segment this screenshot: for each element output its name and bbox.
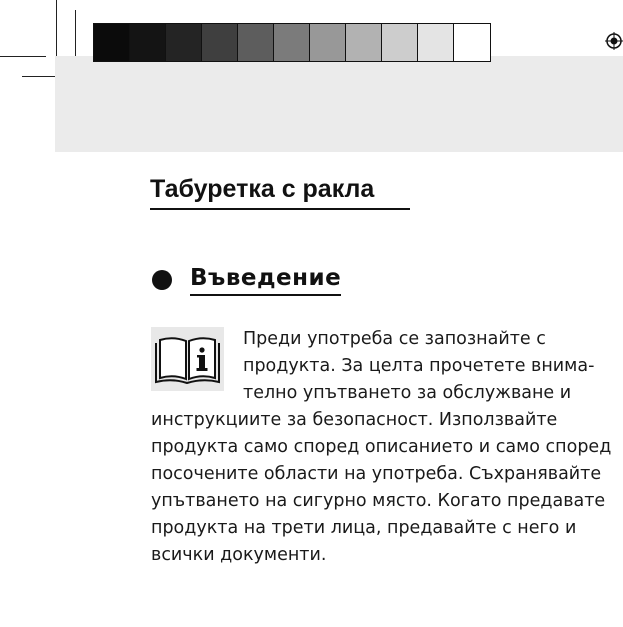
intro-line: продукта. За целта прочетете внима- (243, 356, 595, 376)
color-swatch (346, 24, 382, 61)
color-swatch (310, 24, 346, 61)
page-title: Табуретка с ракла (150, 172, 410, 210)
intro-line: телно упътването за обслужване и (243, 383, 572, 403)
body-line: продукта на трети лица, предавайте с него и (151, 518, 577, 538)
crop-mark-vertical-right (75, 10, 76, 56)
registration-mark-icon (605, 32, 623, 50)
color-swatch (94, 24, 130, 61)
body-paragraph (151, 407, 613, 569)
body-line: всички документи. (151, 545, 327, 565)
color-swatch (130, 24, 166, 61)
color-swatch (454, 24, 490, 61)
bullet-icon (152, 270, 172, 290)
color-swatch (418, 24, 454, 61)
color-swatch (382, 24, 418, 61)
intro-paragraph (243, 326, 613, 407)
color-swatch (238, 24, 274, 61)
body-line: продукта само според описанието и само според (151, 437, 612, 457)
crop-mark-horizontal-bottom (22, 76, 56, 77)
color-swatch (274, 24, 310, 61)
crop-mark-vertical-left (56, 0, 57, 56)
section-title: Въведение (190, 263, 341, 296)
info-book-icon (151, 327, 224, 391)
body-line: упътването на сигурно място. Когато предавате (151, 491, 606, 511)
header-band (55, 56, 623, 152)
color-swatch (202, 24, 238, 61)
color-calibration-bar (93, 23, 491, 62)
section-header (152, 263, 341, 296)
body-line: инструкциите за безопасност. Използвайте (151, 410, 558, 430)
color-swatch (166, 24, 202, 61)
body-line: посочените области на употреба. Съхранявайте (151, 464, 602, 484)
intro-line: Преди употреба се запознайте с (243, 329, 546, 349)
crop-mark-horizontal-top (0, 56, 46, 57)
info-book-graphic (151, 327, 224, 391)
